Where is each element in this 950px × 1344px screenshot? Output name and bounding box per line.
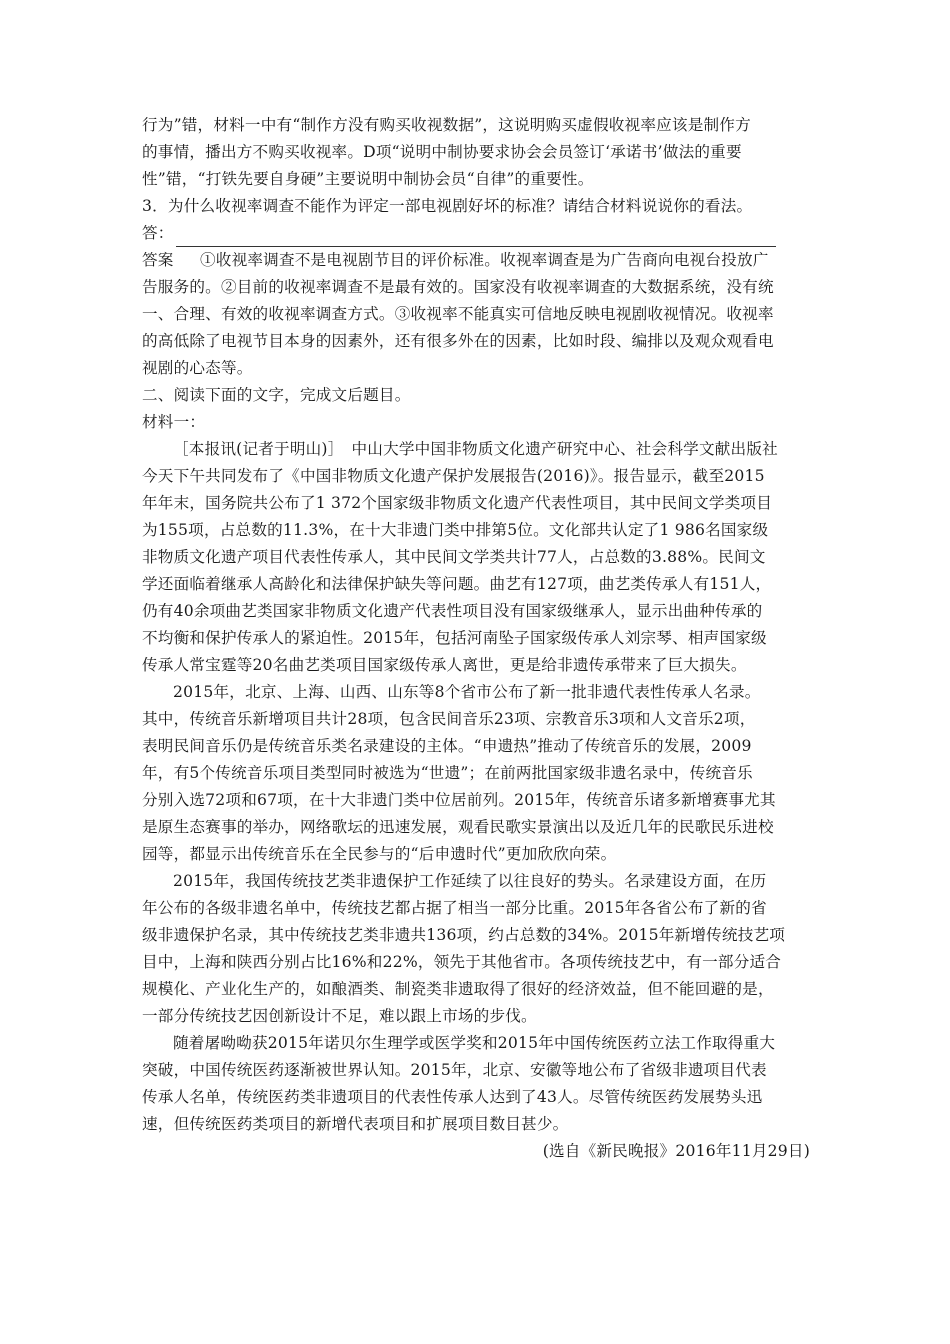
text-line: 随着屠呦呦获2015年诺贝尔生理学或医学奖和2015年中国传统医药立法工作取得重大 bbox=[173, 1034, 776, 1052]
answer-blank-line bbox=[176, 227, 776, 247]
text-line: 突破，中国传统医药逐渐被世界认知。2015年，北京、安徽等地公布了省级非遗项目代表 bbox=[142, 1061, 767, 1079]
text-line: 学还面临着继承人高龄化和法律保护缺失等问题。曲艺有127项，曲艺类传承人有151人， bbox=[142, 575, 772, 593]
text-line: 园等，都显示出传统音乐在全民参与的“后申遗时代”更加欣欣向荣。 bbox=[142, 845, 617, 863]
section-2-header bbox=[142, 382, 812, 436]
text-line: 非物质文化遗产项目代表性传承人，其中民间文学类共计77人，占总数的3.88%。民间文 bbox=[142, 548, 766, 566]
article-paragraph-3 bbox=[142, 868, 812, 1030]
continuation-text bbox=[142, 112, 812, 193]
text-line: 告服务的。②目前的收视率调查不是最有效的。国家没有收视率调查的大数据系统，没有统 bbox=[142, 278, 774, 296]
text-line: 目中，上海和陕西分别占比16%和22%，领先于其他省市。各项传统技艺中，有一部分适合 bbox=[142, 953, 782, 971]
text-line: 分别入选72项和67项，在十大非遗门类中位居前列。2015年，传统音乐诸多新增赛事尤其 bbox=[142, 791, 776, 809]
text-line: 2015年，北京、上海、山西、山东等8个省市公布了新一批非遗代表性传承人名录。 bbox=[173, 683, 761, 701]
article-source: (选自《新民晚报》2016年11月29日) bbox=[542, 1142, 810, 1160]
text-line: 一部分传统技艺因创新设计不足，难以跟上市场的步伐。 bbox=[142, 1007, 537, 1025]
text-line: 传承人常宝霆等20名曲艺类项目国家级传承人离世，更是给非遗传承带来了巨大损失。 bbox=[142, 656, 747, 674]
answer-first-line bbox=[142, 247, 812, 274]
text-line: 的高低除了电视节目本身的因素外，还有很多外在的因素，比如时段、编排以及观众观看电 bbox=[142, 332, 774, 350]
article-paragraph-4 bbox=[142, 1030, 812, 1138]
section-title: 二、阅读下面的文字，完成文后题目。 bbox=[142, 386, 411, 404]
question-3 bbox=[142, 193, 812, 247]
answer-text: ①收视率调查不是电视剧节目的评价标准。收视率调查是为广告商向电视台投放广 bbox=[200, 251, 769, 269]
text-line: 速，但传统医药类项目的新增代表项目和扩展项目数目甚少。 bbox=[142, 1115, 569, 1133]
question-text: 3．为什么收视率调查不能作为评定一部电视剧好坏的标准？请结合材料说说你的看法。 bbox=[142, 197, 753, 215]
text-line: 规模化、产业化生产的，如酿酒类、制瓷类非遗取得了很好的经济效益，但不能回避的是， bbox=[142, 980, 774, 998]
text-line: 2015年，我国传统技艺类非遗保护工作延续了以往良好的势头。名录建设方面，在历 bbox=[173, 872, 767, 890]
text-line: 的事情，播出方不购买收视率。D项“说明中制协要求协会会员签订‘承诺书’做法的重要 bbox=[142, 143, 742, 161]
text-line: 不均衡和保护传承人的紧迫性。2015年，包括河南坠子国家级传承人刘宗琴、相声国家级 bbox=[142, 629, 767, 647]
article bbox=[142, 436, 812, 1165]
answer-prompt: 答： bbox=[142, 224, 174, 242]
text-line: 传承人名单，传统医药类非遗项目的代表性传承人达到了43人。尽管传统医药发展势头迅 bbox=[142, 1088, 763, 1106]
document-page bbox=[142, 112, 812, 1165]
text-line: 视剧的心态等。 bbox=[142, 359, 253, 377]
text-line: 其中，传统音乐新增项目共计28项，包含民间音乐23项、宗教音乐3项和人文音乐2项， bbox=[142, 710, 756, 728]
material-label: 材料一： bbox=[142, 413, 206, 431]
answer-blank-row bbox=[142, 220, 812, 247]
text-line: 级非遗保护名录，其中传统技艺类非遗共136项，约占总数的34%。2015年新增传统技艺项 bbox=[142, 926, 786, 944]
text-line: 为155项，占总数的11.3%，在十大非遗门类中排第5位。文化部共认定了1 986名国家级 bbox=[142, 521, 769, 539]
text-line: 表明民间音乐仍是传统音乐类名录建设的主体。“申遗热”推动了传统音乐的发展，2009 bbox=[142, 737, 752, 755]
answer-label: 答案 bbox=[142, 251, 174, 269]
answer-block bbox=[142, 247, 812, 382]
text-line: 年公布的各级非遗名单中，传统技艺都占据了相当一部分比重。2015年各省公布了新的省 bbox=[142, 899, 767, 917]
text-line: 年年末，国务院共公布了1 372个国家级非物质文化遗产代表性项目，其中民间文学类项目 bbox=[142, 494, 773, 512]
text-line: 性”错，“打铁先要自身硬”主要说明中制协会员“自律”的重要性。 bbox=[142, 170, 594, 188]
text-line: 仍有40余项曲艺类国家非物质文化遗产代表性项目没有国家级继承人，显示出曲种传承的 bbox=[142, 602, 763, 620]
article-paragraph-2 bbox=[142, 679, 812, 868]
text-line: 一、合理、有效的收视率调查方式。③收视率不能真实可信地反映电视剧收视情况。收视率 bbox=[142, 305, 774, 323]
text-line: ［本报讯(记者于明山)］ 中山大学中国非物质文化遗产研究中心、社会科学文献出版社 bbox=[173, 440, 778, 458]
text-line: 是原生态赛事的举办，网络歌坛的迅速发展，观看民歌实景演出以及近几年的民歌民乐进校 bbox=[142, 818, 774, 836]
text-line: 年，有5个传统音乐项目类型同时被选为“世遗”；在前两批国家级非遗名录中，传统音乐 bbox=[142, 764, 753, 782]
text-line: 今天下午共同发布了《中国非物质文化遗产保护发展报告(2016)》。报告显示，截至2015 bbox=[142, 467, 765, 485]
text-line: 行为”错，材料一中有“制作方没有购买收视数据”，这说明购买虚假收视率应该是制作方 bbox=[142, 116, 751, 134]
article-paragraph-1 bbox=[142, 436, 812, 679]
